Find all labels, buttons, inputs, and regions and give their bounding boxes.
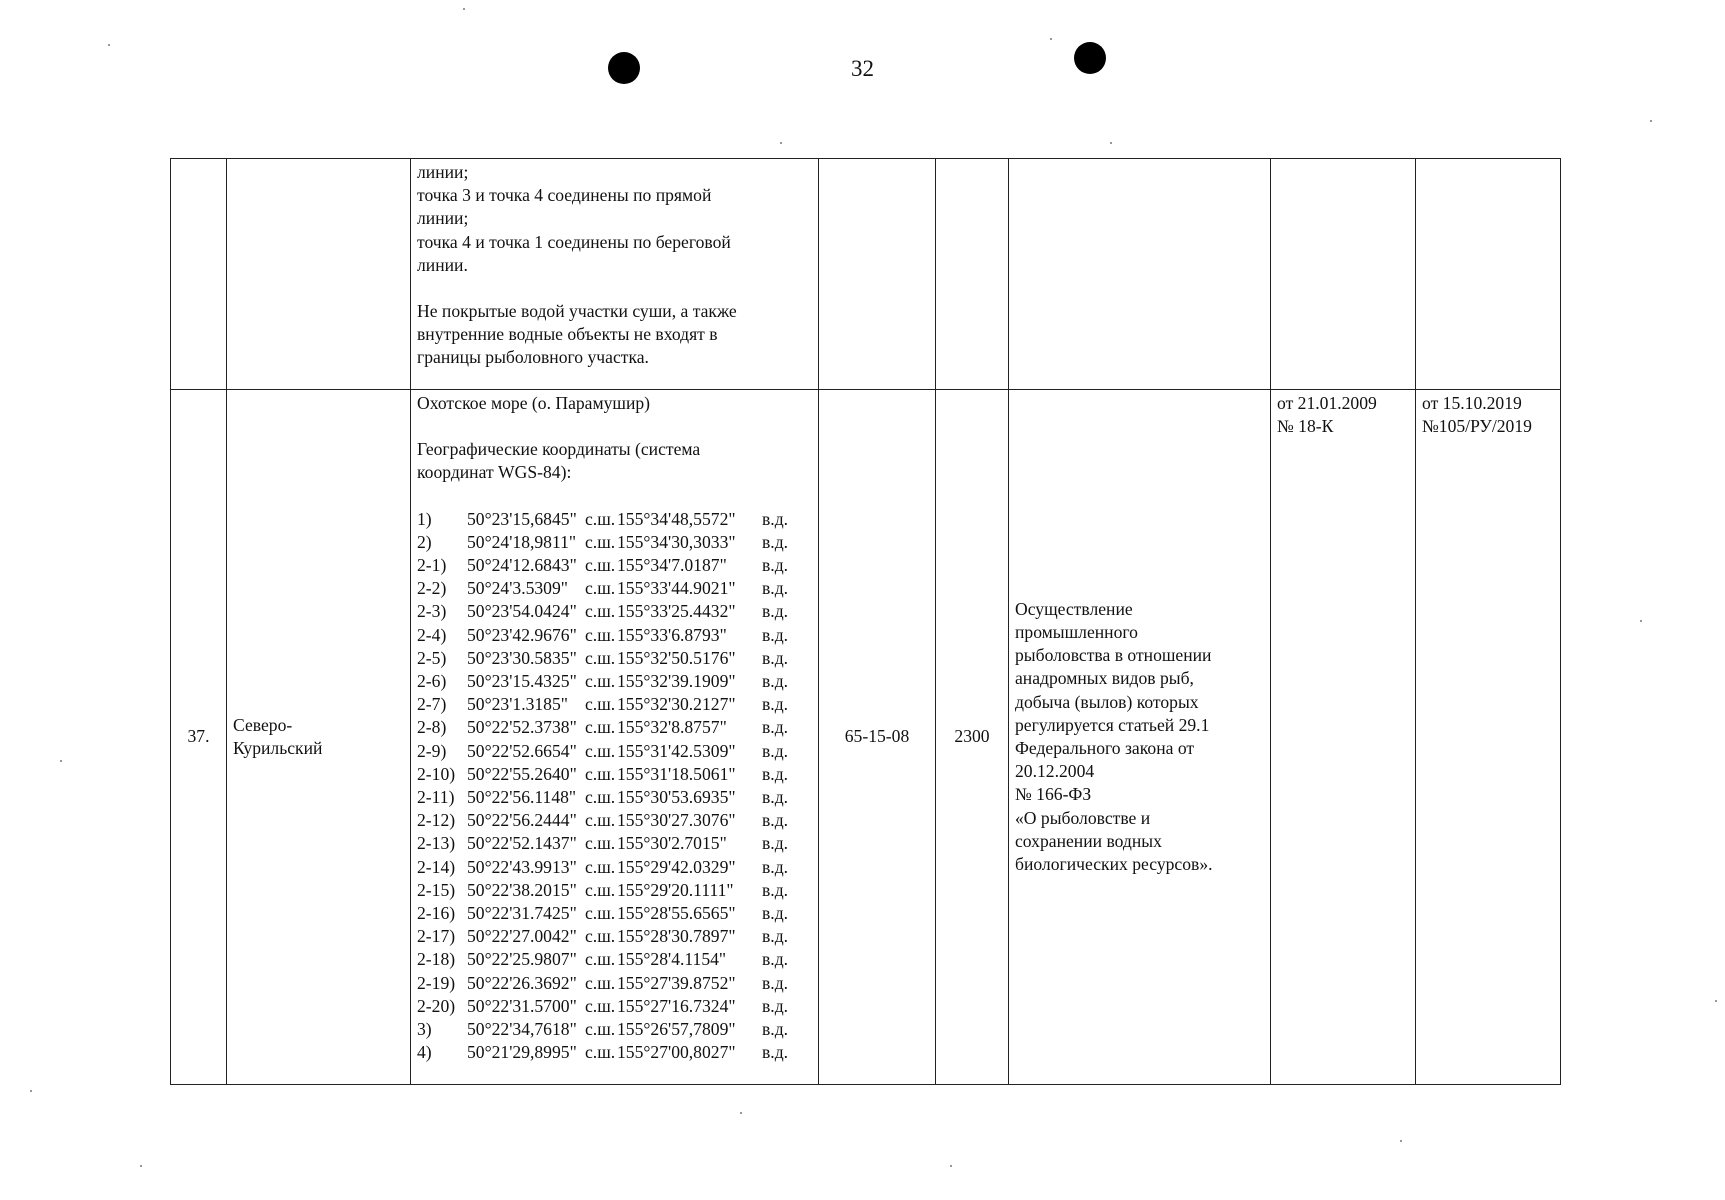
location-text: Охотское море (о. Парамушир) xyxy=(417,393,651,413)
coordinate-index: 2-17) xyxy=(417,926,456,947)
longitude-label: в.д. xyxy=(762,1019,789,1040)
purpose-line: промышленного xyxy=(1015,621,1138,642)
purpose-line: Осуществление xyxy=(1015,598,1133,619)
latitude: 50°22'31.7425" xyxy=(467,903,577,924)
text-line: линии; xyxy=(417,162,469,182)
latitude: 50°22'55.2640" xyxy=(467,763,577,784)
latitude: 50°24'12.6843" xyxy=(467,555,577,576)
longitude-label: в.д. xyxy=(762,995,789,1016)
coordinate-index: 2-2) xyxy=(417,578,447,599)
coordinate-row xyxy=(417,508,812,531)
coordinate-row xyxy=(417,925,812,948)
cell-number xyxy=(171,159,227,390)
longitude: 155°30'2.7015" xyxy=(617,833,727,854)
coordinate-row xyxy=(417,763,812,786)
coordinate-row xyxy=(417,693,812,716)
agreement-line: № 18-К xyxy=(1277,416,1334,437)
coordinate-row xyxy=(417,554,812,577)
coordinate-row xyxy=(417,809,812,832)
latitude: 50°23'15.4325" xyxy=(467,671,577,692)
text-line: внутренние водные объекты не входят в xyxy=(417,324,718,345)
latitude-label: с.ш. xyxy=(585,1019,616,1040)
latitude: 50°23'15,6845" xyxy=(467,508,577,529)
coordinate-row xyxy=(417,670,812,693)
coordinate-index: 2-3) xyxy=(417,601,447,622)
coordinate-row xyxy=(417,1041,812,1064)
coordinate-row xyxy=(417,972,812,995)
cell-area xyxy=(936,159,1009,390)
latitude: 50°22'52.3738" xyxy=(467,717,577,738)
cell-area: 2300 xyxy=(936,390,1009,1085)
latitude-label: с.ш. xyxy=(585,810,616,831)
text-line: границы рыболовного участка. xyxy=(417,347,649,368)
coordinate-row xyxy=(417,902,812,925)
latitude-label: с.ш. xyxy=(585,671,616,692)
coordinate-index: 2-11) xyxy=(417,787,455,808)
coordinate-row xyxy=(417,531,812,554)
latitude: 50°23'30.5835" xyxy=(467,647,577,668)
longitude-label: в.д. xyxy=(762,694,789,715)
coordinate-row xyxy=(417,856,812,879)
longitude: 155°33'25.4432" xyxy=(617,601,736,622)
longitude-label: в.д. xyxy=(762,647,789,668)
longitude-label: в.д. xyxy=(762,972,789,993)
longitude-label: в.д. xyxy=(762,787,789,808)
longitude-label: в.д. xyxy=(762,740,789,761)
coordinate-index: 2-5) xyxy=(417,647,447,668)
latitude: 50°22'43.9913" xyxy=(467,856,577,877)
latitude-label: с.ш. xyxy=(585,1042,616,1063)
purpose-line: добыча (вылов) которых xyxy=(1015,691,1199,712)
cell-name xyxy=(227,159,411,390)
cell-decision xyxy=(1416,159,1561,390)
latitude: 50°22'52.1437" xyxy=(467,833,577,854)
cell-code: 65-15-08 xyxy=(819,390,936,1085)
latitude: 50°22'38.2015" xyxy=(467,879,577,900)
latitude-label: с.ш. xyxy=(585,508,616,529)
coordinate-row xyxy=(417,577,812,600)
longitude: 155°33'44.9021" xyxy=(617,578,736,599)
latitude-label: с.ш. xyxy=(585,531,616,552)
table-row-37 xyxy=(171,390,1561,1085)
coordinate-index: 4) xyxy=(417,1042,432,1063)
coordinate-row xyxy=(417,995,812,1018)
text-line: координат WGS-84): xyxy=(417,462,572,483)
latitude: 50°22'56.1148" xyxy=(467,787,577,808)
latitude-label: с.ш. xyxy=(585,787,616,808)
boundary-text xyxy=(417,161,812,277)
longitude: 155°33'6.8793" xyxy=(617,624,727,645)
cell-code xyxy=(819,159,936,390)
purpose-line: 20.12.2004 xyxy=(1015,761,1095,782)
coordinate-index: 1) xyxy=(417,508,432,529)
cell-agreement xyxy=(1271,390,1416,1085)
longitude-label: в.д. xyxy=(762,717,789,738)
longitude: 155°31'18.5061" xyxy=(617,763,736,784)
longitude-label: в.д. xyxy=(762,810,789,831)
text-line: линии. xyxy=(417,254,468,275)
longitude: 155°27'39.8752" xyxy=(617,972,736,993)
text-line: точка 3 и точка 4 соединены по прямой xyxy=(417,185,712,206)
coordinate-index: 2-18) xyxy=(417,949,456,970)
cell-boundaries xyxy=(411,159,819,390)
coordinate-row xyxy=(417,716,812,739)
coordinate-row xyxy=(417,832,812,855)
coordinate-index: 2-15) xyxy=(417,879,456,900)
coordinate-index: 2-12) xyxy=(417,810,456,831)
longitude-label: в.д. xyxy=(762,531,789,552)
longitude: 155°28'55.6565" xyxy=(617,903,736,924)
latitude: 50°24'18,9811" xyxy=(467,531,577,552)
coordinates-list xyxy=(417,508,812,1065)
boundary-note xyxy=(417,300,812,370)
cell-number: 37. xyxy=(171,390,227,1085)
decision-line: от 15.10.2019 xyxy=(1422,393,1522,413)
longitude-label: в.д. xyxy=(762,1042,789,1063)
longitude-label: в.д. xyxy=(762,578,789,599)
longitude-label: в.д. xyxy=(762,926,789,947)
longitude-label: в.д. xyxy=(762,601,789,622)
fishing-areas-table xyxy=(170,158,1561,1085)
longitude: 155°34'7.0187" xyxy=(617,555,727,576)
cell-agreement xyxy=(1271,159,1416,390)
purpose-line: рыболовства в отношении xyxy=(1015,645,1212,666)
latitude-label: с.ш. xyxy=(585,647,616,668)
latitude-label: с.ш. xyxy=(585,601,616,622)
latitude-label: с.ш. xyxy=(585,763,616,784)
purpose-line: биологических ресурсов». xyxy=(1015,854,1213,875)
latitude: 50°22'31.5700" xyxy=(467,995,577,1016)
text-line: линии; xyxy=(417,208,469,229)
longitude-label: в.д. xyxy=(762,555,789,576)
longitude-label: в.д. xyxy=(762,508,789,529)
longitude: 155°28'30.7897" xyxy=(617,926,736,947)
longitude: 155°34'30,3033" xyxy=(617,531,736,552)
latitude: 50°23'54.0424" xyxy=(467,601,577,622)
decision-line: №105/РУ/2019 xyxy=(1422,416,1532,437)
longitude: 155°30'53.6935" xyxy=(617,787,736,808)
coordinate-row xyxy=(417,740,812,763)
longitude-label: в.д. xyxy=(762,903,789,924)
latitude-label: с.ш. xyxy=(585,717,616,738)
longitude: 155°32'30.2127" xyxy=(617,694,736,715)
latitude: 50°22'56.2444" xyxy=(467,810,577,831)
longitude: 155°30'27.3076" xyxy=(617,810,736,831)
purpose-line: сохранении водных xyxy=(1015,830,1162,851)
table-row-continuation xyxy=(171,159,1561,390)
coordinate-index: 2-1) xyxy=(417,555,447,576)
coordinate-index: 2-14) xyxy=(417,856,456,877)
longitude: 155°32'8.8757" xyxy=(617,717,727,738)
longitude: 155°32'39.1909" xyxy=(617,671,736,692)
latitude: 50°22'52.6654" xyxy=(467,740,577,761)
latitude-label: с.ш. xyxy=(585,949,616,970)
purpose-line: анадромных видов рыб, xyxy=(1015,668,1194,689)
latitude: 50°23'42.9676" xyxy=(467,624,577,645)
text-line: точка 4 и точка 1 соединены по береговой xyxy=(417,231,731,252)
latitude-label: с.ш. xyxy=(585,926,616,947)
cell-purpose xyxy=(1009,159,1271,390)
longitude: 155°26'57,7809" xyxy=(617,1019,736,1040)
longitude-label: в.д. xyxy=(762,671,789,692)
coordinate-index: 2-9) xyxy=(417,740,447,761)
longitude: 155°32'50.5176" xyxy=(617,647,736,668)
longitude: 155°34'48,5572" xyxy=(617,508,736,529)
latitude-label: с.ш. xyxy=(585,833,616,854)
latitude: 50°22'34,7618" xyxy=(467,1019,577,1040)
latitude-label: с.ш. xyxy=(585,856,616,877)
latitude: 50°21'29,8995" xyxy=(467,1042,577,1063)
latitude-label: с.ш. xyxy=(585,694,616,715)
coordinate-row xyxy=(417,647,812,670)
latitude-label: с.ш. xyxy=(585,555,616,576)
latitude-label: с.ш. xyxy=(585,624,616,645)
latitude: 50°23'1.3185" xyxy=(467,694,568,715)
coordinate-index: 2-8) xyxy=(417,717,447,738)
coordinate-row xyxy=(417,1018,812,1041)
coordinate-index: 2-16) xyxy=(417,903,456,924)
coordinate-index: 2-10) xyxy=(417,763,456,784)
text-line: Географические координаты (система xyxy=(417,439,701,460)
coordinate-row xyxy=(417,624,812,647)
latitude: 50°24'3.5309" xyxy=(467,578,568,599)
purpose-line: № 166-ФЗ xyxy=(1015,784,1092,805)
longitude: 155°29'20.1111" xyxy=(617,879,734,900)
longitude-label: в.д. xyxy=(762,856,789,877)
latitude-label: с.ш. xyxy=(585,995,616,1016)
longitude-label: в.д. xyxy=(762,879,789,900)
coordinate-index: 2-4) xyxy=(417,624,447,645)
area-name-line: Северо- xyxy=(233,714,293,735)
longitude: 155°29'42.0329" xyxy=(617,856,736,877)
text-line: Не покрытые водой участки суши, а также xyxy=(417,301,737,322)
latitude-label: с.ш. xyxy=(585,879,616,900)
coordinate-row xyxy=(417,600,812,623)
coordinate-row xyxy=(417,948,812,971)
cell-name xyxy=(227,390,411,1085)
longitude-label: в.д. xyxy=(762,763,789,784)
coordinate-index: 2-13) xyxy=(417,833,456,854)
coordinate-index: 2-20) xyxy=(417,995,456,1016)
purpose-line: «О рыболовстве и xyxy=(1015,807,1151,828)
latitude-label: с.ш. xyxy=(585,740,616,761)
longitude-label: в.д. xyxy=(762,949,789,970)
coordinate-row xyxy=(417,879,812,902)
page-number: 32 xyxy=(851,56,874,81)
longitude-label: в.д. xyxy=(762,833,789,854)
coordinate-index: 2-7) xyxy=(417,694,447,715)
latitude: 50°22'27.0042" xyxy=(467,926,577,947)
longitude: 155°27'16.7324" xyxy=(617,995,736,1016)
agreement-line: от 21.01.2009 xyxy=(1277,393,1377,413)
latitude-label: с.ш. xyxy=(585,903,616,924)
coordinate-index: 3) xyxy=(417,1019,432,1040)
longitude: 155°28'4.1154" xyxy=(617,949,727,970)
longitude: 155°27'00,8027" xyxy=(617,1042,736,1063)
cell-purpose xyxy=(1009,390,1271,1085)
cell-decision xyxy=(1416,390,1561,1085)
coordinate-index: 2-19) xyxy=(417,972,456,993)
coordinate-index: 2-6) xyxy=(417,671,447,692)
longitude: 155°31'42.5309" xyxy=(617,740,736,761)
coordinate-row xyxy=(417,786,812,809)
purpose-line: регулируется статьей 29.1 xyxy=(1015,714,1210,735)
cell-boundaries xyxy=(411,390,819,1085)
latitude-label: с.ш. xyxy=(585,578,616,599)
area-name-line: Курильский xyxy=(233,738,323,758)
latitude-label: с.ш. xyxy=(585,972,616,993)
purpose-line: Федерального закона от xyxy=(1015,738,1195,758)
longitude-label: в.д. xyxy=(762,624,789,645)
coordinate-index: 2) xyxy=(417,531,432,552)
latitude: 50°22'26.3692" xyxy=(467,972,577,993)
coordinate-system-text xyxy=(417,438,812,484)
latitude: 50°22'25.9807" xyxy=(467,949,577,970)
